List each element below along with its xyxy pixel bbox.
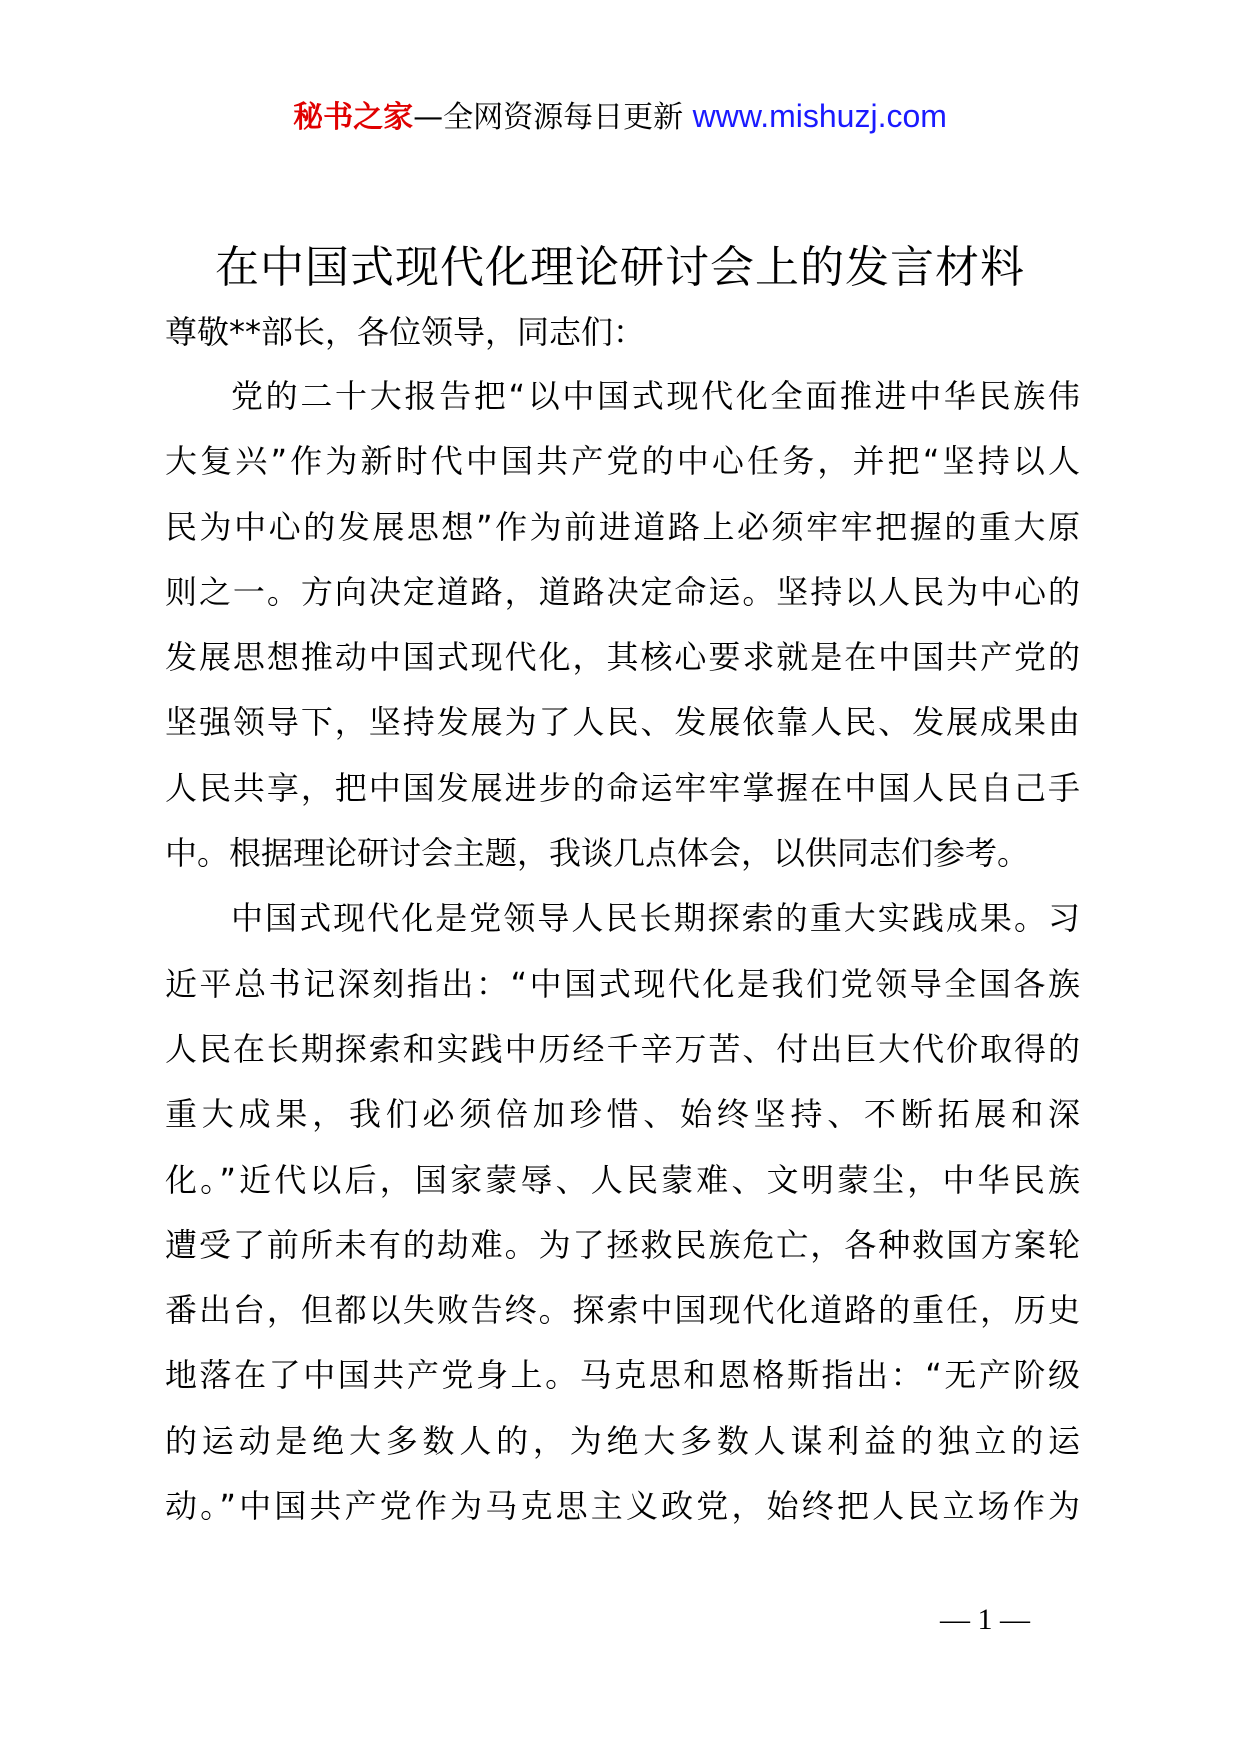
text-line: 地落在了中国共产党身上。马克思和恩格斯指出：“无产阶级	[165, 1356, 1080, 1395]
text-line: 人民在长期探索和实践中历经千辛万苦、付出巨大代价取得的	[165, 1029, 1080, 1068]
text-line: 的运动是绝大多数人的，为绝大多数人谋利益的独立的运	[165, 1421, 1080, 1460]
text-line: 近平总书记深刻指出：“中国式现代化是我们党领导全国各族	[165, 964, 1080, 1003]
document-title: 在中国式现代化理论研讨会上的发言材料	[215, 242, 1025, 293]
text-line: 党的二十大报告把“以中国式现代化全面推进中华民族伟	[231, 377, 1080, 415]
page-number: — 1 —	[940, 1603, 1030, 1636]
text-line: 遭受了前所未有的劫难。为了拯救民族危亡，各种救国方案轮	[165, 1225, 1080, 1264]
text-line: 发展思想推动中国式现代化，其核心要求就是在中国共产党的	[165, 638, 1080, 677]
site-url-link[interactable]: www.mishuzj.com	[692, 98, 947, 134]
site-tagline: —全网资源每日更新	[413, 100, 693, 135]
text-line: 中。根据理论研讨会主题，我谈几点体会，以供同志们参考。	[165, 834, 1030, 873]
text-line: 大复兴”作为新时代中国共产党的中心任务，并把“坚持以人	[165, 442, 1080, 481]
text-line: 番出台，但都以失败告终。探索中国现代化道路的重任，历史	[165, 1291, 1080, 1330]
site-brand: 秘书之家	[293, 100, 414, 135]
site-header	[0, 96, 1240, 138]
text-line: 人民共享，把中国发展进步的命运牢牢掌握在中国人民自己手	[165, 768, 1080, 807]
text-line: 则之一。方向决定道路，道路决定命运。坚持以人民为中心的	[165, 572, 1080, 611]
paragraph-1	[165, 364, 1080, 886]
text-line: 重大成果，我们必须倍加珍惜、始终坚持、不断拓展和深	[165, 1095, 1080, 1134]
paragraph-2	[165, 886, 1080, 1539]
document-body	[165, 300, 1080, 1539]
text-line: 坚强领导下，坚持发展为了人民、发展依靠人民、发展成果由	[165, 703, 1080, 742]
salutation: 尊敬**部长，各位领导，同志们：	[165, 313, 646, 351]
text-line: 中国式现代化是党领导人民长期探索的重大实践成果。习	[231, 899, 1080, 938]
text-line: 化。”近代以后，国家蒙辱、人民蒙难、文明蒙尘，中华民族	[165, 1160, 1080, 1199]
text-line: 动。”中国共产党作为马克思主义政党，始终把人民立场作为	[165, 1487, 1080, 1526]
text-line: 民为中心的发展思想”作为前进道路上必须牢牢把握的重大原	[165, 507, 1080, 546]
